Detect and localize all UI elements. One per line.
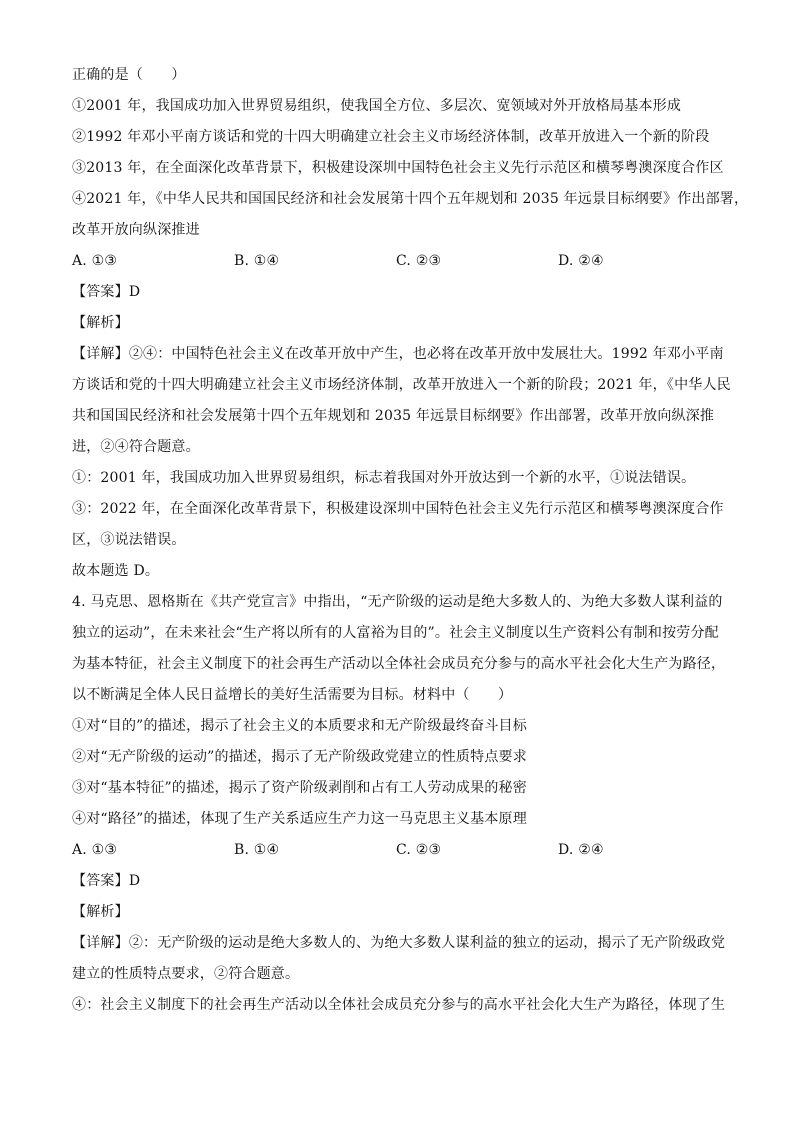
q4-options <box>72 835 724 866</box>
q3-option-a: A. ①③ <box>72 253 118 269</box>
q4-detail-1 <box>72 928 724 959</box>
q4-item-3: ③对“基本特征”的描述，揭示了资产阶级剥削和占有工人劳动成果的秘密 <box>72 780 527 796</box>
q3-answer <box>72 277 724 308</box>
q3-item-3: ③2013 年，在全面深化改革背景下，积极建设深圳中国特色社会主义先行示范区和横琴粤澳深度合作区 <box>72 160 724 176</box>
q3-detail-1 <box>72 339 724 370</box>
detail-tag: 【详解】 <box>72 346 129 362</box>
q4-item-1: ①对“目的”的描述，揭示了社会主义的本质要求和无产阶级最终奋斗目标 <box>72 718 527 734</box>
q4-option-b: B. ①④ <box>234 842 280 858</box>
analysis-tag: 【解析】 <box>72 904 129 920</box>
q3-conclusion: 故本题选 D。 <box>72 563 160 579</box>
q3-detail-6: ③：2022 年，在全面深化改革背景下，积极建设深圳中国特色社会主义先行示范区和横琴粤澳深度合作 <box>72 501 724 517</box>
q3-option-c: C. ②③ <box>396 253 442 269</box>
q3-analysis <box>72 308 724 339</box>
q4-stem-3: 为基本特征，社会主义制度下的社会再生产活动以全体社会成员充分参与的高水平社会化大生产为路径， <box>72 656 726 672</box>
q4-stem-1: 4. 马克思、恩格斯在《共产党宣言》中指出，“无产阶级的运动是绝大多数人的、为绝大多数人谋利益的 <box>72 594 723 610</box>
q3-option-d: D. ②④ <box>558 253 604 269</box>
q3-detail-4: 进，②④符合题意。 <box>72 439 200 455</box>
q4-option-c: C. ②③ <box>396 842 442 858</box>
q3-options <box>72 246 724 277</box>
q4-option-d: D. ②④ <box>558 842 604 858</box>
q4-option-a: A. ①③ <box>72 842 118 858</box>
q3-item-4-cont: 改革开放向纵深推进 <box>72 222 200 238</box>
q3-detail-2: 方谈话和党的十四大明确建立社会主义市场经济体制，改革开放进入一个新的阶段；2021 年，《中华人民 <box>72 377 731 393</box>
q4-detail-text: ②：无产阶级的运动是绝大多数人的、为绝大多数人谋利益的独立的运动，揭示了无产阶级政党 <box>128 935 726 951</box>
q4-detail-2: 建立的性质特点要求，②符合题意。 <box>72 966 300 982</box>
answer-value: D <box>128 284 141 300</box>
document-page <box>72 60 749 1021</box>
q4-item-4: ④对“路径”的描述，体现了生产关系适应生产力这一马克思主义基本原理 <box>72 811 527 827</box>
q4-item-2: ②对“无产阶级的运动”的描述，揭示了无产阶级政党建立的性质特点要求 <box>72 749 527 765</box>
q3-stem-tail: 正确的是（ ） <box>72 67 186 83</box>
q3-detail-7: 区，③说法错误。 <box>72 532 186 548</box>
q4-answer <box>72 866 724 897</box>
analysis-tag: 【解析】 <box>72 315 129 331</box>
q3-detail-text: ②④：中国特色社会主义在改革开放中产生，也必将在改革开放中发展壮大。1992 年邓小平南 <box>128 346 724 362</box>
answer-tag: 【答案】 <box>72 873 129 889</box>
answer-value: D <box>128 873 141 889</box>
q3-detail-5: ①：2001 年，我国成功加入世界贸易组织，标志着我国对外开放达到一个新的水平，①说法错误。 <box>72 470 696 486</box>
q4-stem-2: 独立的运动”，在未来社会“生产将以所有的人富裕为目的”。社会主义制度以生产资料公有制和按劳分配 <box>72 625 719 641</box>
q3-option-b: B. ①④ <box>234 253 280 269</box>
q3-item-2: ②1992 年邓小平南方谈话和党的十四大明确建立社会主义市场经济体制，改革开放进入一个新的阶段 <box>72 129 710 145</box>
q3-item-4: ④2021 年，《中华人民共和国国民经济和社会发展第十四个五年规划和 2035 年远景目标纲要》作出部署， <box>72 191 749 207</box>
answer-tag: 【答案】 <box>72 284 129 300</box>
q3-detail-3: 共和国国民经济和社会发展第十四个五年规划和 2035 年远景目标纲要》作出部署，改革开放向纵深推 <box>72 408 715 424</box>
q3-item-1: ①2001 年，我国成功加入世界贸易组织，使我国全方位、多层次、宽领域对外开放格局基本形成 <box>72 98 682 114</box>
q4-detail-3: ④：社会主义制度下的社会再生产活动以全体社会成员充分参与的高水平社会化大生产为路径，体现了生 <box>72 997 726 1013</box>
detail-tag: 【详解】 <box>72 935 129 951</box>
q4-stem-4: 以不断满足全体人民日益增长的美好生活需要为目标。材料中（ ） <box>72 687 513 703</box>
q4-analysis <box>72 897 724 928</box>
